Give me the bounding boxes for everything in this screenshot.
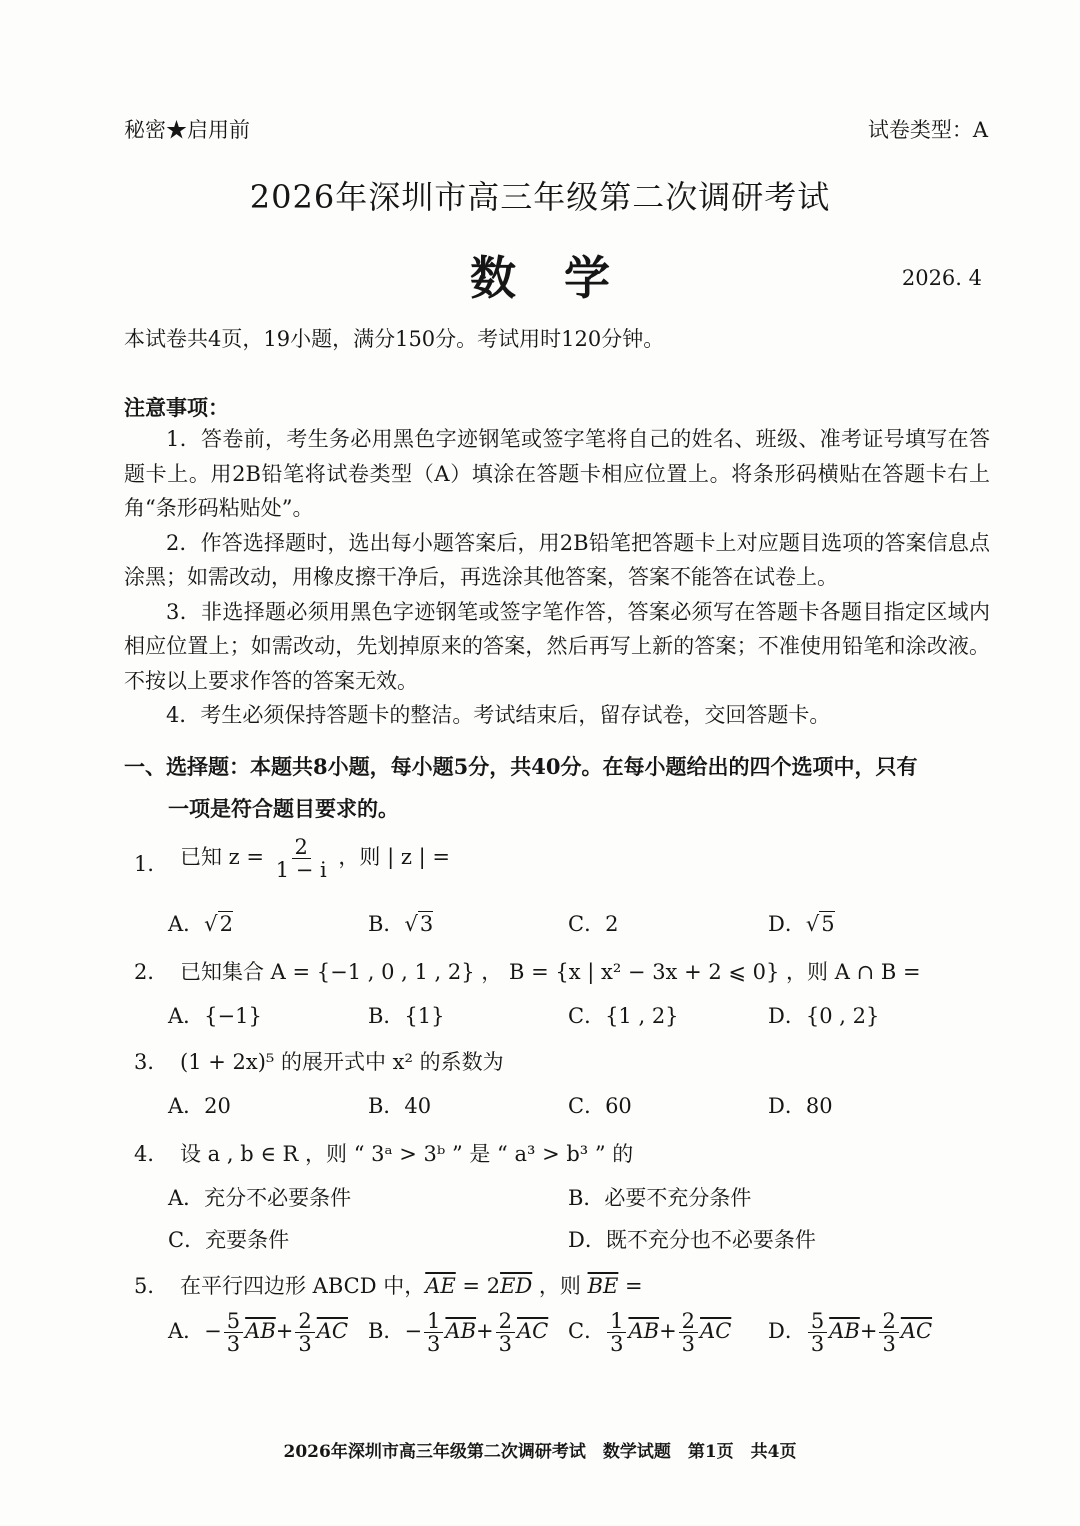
question-number: 1． xyxy=(134,852,169,876)
fraction-numerator: 2 xyxy=(879,1310,898,1333)
exam-info: 本试卷共4页，19小题，满分150分。考试用时120分钟。 xyxy=(124,327,665,351)
option-label: D． xyxy=(768,912,806,936)
fraction-denominator: 1 − i xyxy=(275,858,327,883)
option-d: D．√5 xyxy=(768,912,835,936)
option-a: A．{−1} xyxy=(168,1004,262,1028)
confidential-label: 秘密★启用前 xyxy=(124,118,250,142)
stem-text: ，则 | z | = xyxy=(338,845,450,870)
fraction-numerator: 2 xyxy=(295,1310,314,1333)
option-a: A．20 xyxy=(168,1094,231,1118)
vector-ac: $\overline{AC}$ xyxy=(517,1319,549,1344)
notice-item: 2．作答选择题时，选出每小题答案后，用2B铅笔把答题卡上对应题目选项的答案信息点涂黑；如需改动，用橡皮擦干净后，再选涂其他答案，答案不能答在试卷上。 xyxy=(124,530,990,589)
notice-item: 3．非选择题必须用黑色字迹钢笔或签字笔作答，答案必须写在答题卡各题目指定区域内相应位置上；如需改动，先划掉原来的答案，然后再写上新的答案；不准使用铅笔和涂改液。不按以上要求作答的答案无效。 xyxy=(124,599,990,693)
vector-be: $\overline{BE}$ xyxy=(587,1274,619,1298)
option-b: B．必要不充分条件 xyxy=(568,1186,752,1210)
stem-text: 在平行四边形 ABCD 中， xyxy=(180,1274,426,1298)
vector-ab: $\overline{AB}$ xyxy=(628,1319,660,1344)
option-label: C． xyxy=(568,1319,606,1344)
stem-text: 已知 z = xyxy=(180,845,265,870)
option-d: D．80 xyxy=(768,1094,833,1118)
stem-text: = xyxy=(618,1274,643,1298)
question-1 xyxy=(134,836,994,936)
fraction-numerator: 5 xyxy=(224,1310,243,1333)
option-c: C．2 xyxy=(568,912,619,936)
fraction-denominator: 3 xyxy=(681,1332,696,1357)
exam-date: 2026. 4 xyxy=(901,266,982,290)
subject-title: 数学 xyxy=(470,251,658,305)
option-c: C．60 xyxy=(568,1094,632,1118)
question-stem: 设 a , b ∈ R ，则 “ 3ᵃ > 3ᵇ ” 是 “ a³ > b³ ” 的 xyxy=(180,1142,634,1166)
option-a: A．√2 xyxy=(168,912,233,936)
option-label: B． xyxy=(368,912,405,936)
option-a: A．充分不必要条件 xyxy=(168,1186,352,1210)
notice-item: 1．答卷前，考生务必用黑色字迹钢笔或签字笔将自己的姓名、班级、准考证号填写在答题卡上。用2B铅笔将试卷类型（A）填涂在答题卡相应位置上。将条形码横贴在答题卡右上角“条形码粘贴处”。 xyxy=(124,427,990,520)
plus-sign: + xyxy=(275,1319,294,1344)
question-5 xyxy=(134,1270,994,1370)
fraction-numerator: 1 xyxy=(424,1310,443,1333)
option-label: D． xyxy=(768,1319,806,1344)
question-stem: 已知集合 A = {−1 , 0 , 1 , 2} ， B = {x | x² − 3x + 2 ⩽ 0} ，则 A ∩ B = xyxy=(180,960,921,984)
question-4 xyxy=(134,1138,994,1258)
radicand: 5 xyxy=(821,912,835,936)
notice-item: 4．考生必须保持答题卡的整洁。考试结束后，留存试卷，交回答题卡。 xyxy=(166,703,831,727)
option-d: D．{0 , 2} xyxy=(768,1004,880,1028)
fraction xyxy=(424,1310,443,1355)
vector-ac: $\overline{AC}$ xyxy=(900,1319,933,1344)
option-d: D．既不充分也不必要条件 xyxy=(568,1228,816,1252)
fraction-numerator: 1 xyxy=(607,1310,626,1333)
option-label: B． xyxy=(368,1319,405,1344)
option-b xyxy=(368,1310,548,1355)
fraction-denominator: 3 xyxy=(427,1332,441,1357)
fraction xyxy=(808,1310,827,1355)
fraction xyxy=(295,1310,314,1355)
plus-sign: + xyxy=(476,1319,494,1344)
question-stem xyxy=(180,836,450,881)
option-c xyxy=(568,1310,731,1355)
vector-ac: $\overline{AC}$ xyxy=(316,1319,348,1344)
option-b: B．40 xyxy=(368,1094,432,1118)
fraction-numerator: 2 xyxy=(292,836,311,859)
question-2 xyxy=(134,956,994,1036)
vector-ab: $\overline{AB}$ xyxy=(245,1319,276,1344)
option-c: C．充要条件 xyxy=(168,1228,290,1252)
fraction xyxy=(879,1310,898,1355)
option-c: C．{1 , 2} xyxy=(568,1004,679,1028)
fraction xyxy=(679,1310,698,1355)
question-3 xyxy=(134,1046,994,1126)
vector-ae: $\overline{AE}$ xyxy=(425,1274,456,1298)
question-number: 5． xyxy=(134,1274,169,1298)
question-stem xyxy=(180,1270,643,1300)
fraction xyxy=(273,836,330,881)
sign: − xyxy=(204,1319,222,1344)
option-a xyxy=(168,1310,348,1355)
plus-sign: + xyxy=(659,1319,677,1344)
fraction-numerator: 2 xyxy=(679,1310,698,1333)
fraction-denominator: 3 xyxy=(610,1332,624,1357)
paper-type-label: 试卷类型：A xyxy=(867,118,988,142)
question-number: 4． xyxy=(134,1142,169,1166)
section-heading xyxy=(124,746,990,830)
fraction-numerator: 2 xyxy=(496,1310,515,1333)
vector-ab: $\overline{AB}$ xyxy=(829,1319,860,1344)
vector-ac: $\overline{AC}$ xyxy=(700,1319,732,1344)
vector-ab: $\overline{AB}$ xyxy=(445,1319,477,1344)
question-number: 3． xyxy=(134,1050,169,1074)
fraction-denominator: 3 xyxy=(498,1332,513,1357)
fraction-numerator: 5 xyxy=(808,1310,827,1333)
stem-text: ，则 xyxy=(532,1274,588,1298)
page-footer: 2026年深圳市高三年级第二次调研考试 数学试题 第1页 共4页 xyxy=(283,1442,797,1462)
fraction xyxy=(607,1310,626,1355)
vector-ed: $\overline{ED}$ xyxy=(500,1274,533,1298)
sign: − xyxy=(404,1319,423,1344)
fraction-denominator: 3 xyxy=(810,1332,825,1357)
option-b: B．{1} xyxy=(368,1004,445,1028)
notice-heading: 注意事项： xyxy=(124,395,229,420)
question-stem: (1 + 2x)⁵ 的展开式中 x² 的系数为 xyxy=(180,1050,504,1074)
section-heading-line: 一项是符合题目要求的。 xyxy=(168,796,399,821)
option-label: A． xyxy=(168,912,205,936)
fraction-denominator: 3 xyxy=(298,1332,312,1357)
fraction-denominator: 3 xyxy=(882,1332,896,1357)
fraction xyxy=(496,1310,515,1355)
radicand: 3 xyxy=(419,912,434,936)
option-d xyxy=(768,1310,932,1355)
plus-sign: + xyxy=(859,1319,878,1344)
section-heading-line: 一、选择题：本题共8小题，每小题5分，共40分。在每小题给出的四个选项中，只有 xyxy=(124,754,918,779)
question-number: 2． xyxy=(134,960,169,984)
exam-title: 2026年深圳市高三年级第二次调研考试 xyxy=(249,178,831,216)
option-b: B．√3 xyxy=(368,912,434,936)
fraction xyxy=(224,1310,243,1355)
notice-list xyxy=(124,422,990,733)
stem-text: = 2 xyxy=(455,1274,501,1298)
radicand: 2 xyxy=(219,912,233,936)
fraction-denominator: 3 xyxy=(226,1332,241,1357)
option-label: A． xyxy=(168,1319,205,1344)
